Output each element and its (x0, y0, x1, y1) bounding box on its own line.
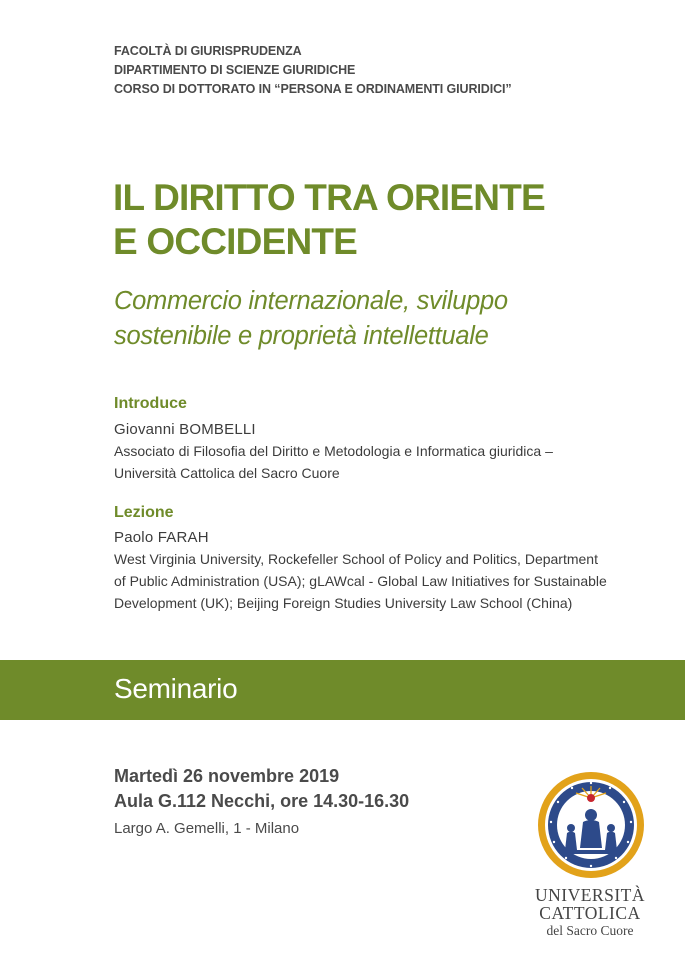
university-name-line-1: UNIVERSITÀ (535, 885, 645, 905)
event-title (113, 176, 545, 264)
affiliation-line: Associato di Filosofia del Diritto e Metodologia e Informatica giuridica – (114, 443, 553, 459)
introduce-label: Introduce (114, 395, 187, 412)
faculty-line: FACOLTÀ DI GIURISPRUDENZA (114, 44, 302, 58)
faculty-header (114, 42, 512, 99)
university-name (520, 886, 660, 940)
subtitle-line-1: Commercio internazionale, sviluppo (114, 287, 508, 315)
affiliation-line: of Public Administration (USA); gLAWcal - Global Law Initiatives for Sustainable (114, 573, 607, 589)
affiliation-line: Università Cattolica del Sacro Cuore (114, 465, 340, 481)
title-line-1: IL DIRITTO TRA ORIENTE (113, 177, 545, 218)
subtitle-line-2: sostenibile e proprietà intellettuale (114, 322, 489, 350)
event-date: Martedì 26 novembre 2019 (114, 766, 340, 786)
event-room-time: Aula G.112 Necchi, ore 14.30-16.30 (114, 791, 410, 811)
introducer-affiliation (114, 440, 553, 484)
lecturer-affiliation (114, 548, 607, 614)
university-seal-icon (536, 770, 646, 880)
doctorate-line: CORSO DI DOTTORATO IN “PERSONA E ORDINAMENTI GIURIDICI” (114, 82, 512, 96)
seminar-band (0, 660, 685, 720)
introducer-name: Giovanni BOMBELLI (114, 421, 256, 438)
seminar-label: Seminario (114, 673, 238, 704)
event-subtitle (114, 284, 508, 354)
event-when-where (114, 764, 409, 814)
lecturer-name: Paolo FARAH (114, 529, 209, 546)
lezione-label: Lezione (114, 504, 174, 521)
university-name-line-3: del Sacro Cuore (546, 923, 634, 938)
affiliation-line: West Virginia University, Rockefeller School of Policy and Politics, Department (114, 551, 598, 567)
affiliation-line: Development (UK); Beijing Foreign Studies University Law School (China) (114, 595, 573, 611)
title-line-2: E OCCIDENTE (113, 221, 358, 262)
department-line: DIPARTIMENTO DI SCIENZE GIURIDICHE (114, 63, 356, 77)
university-name-line-2: CATTOLICA (539, 903, 641, 923)
event-address: Largo A. Gemelli, 1 - Milano (114, 820, 300, 837)
